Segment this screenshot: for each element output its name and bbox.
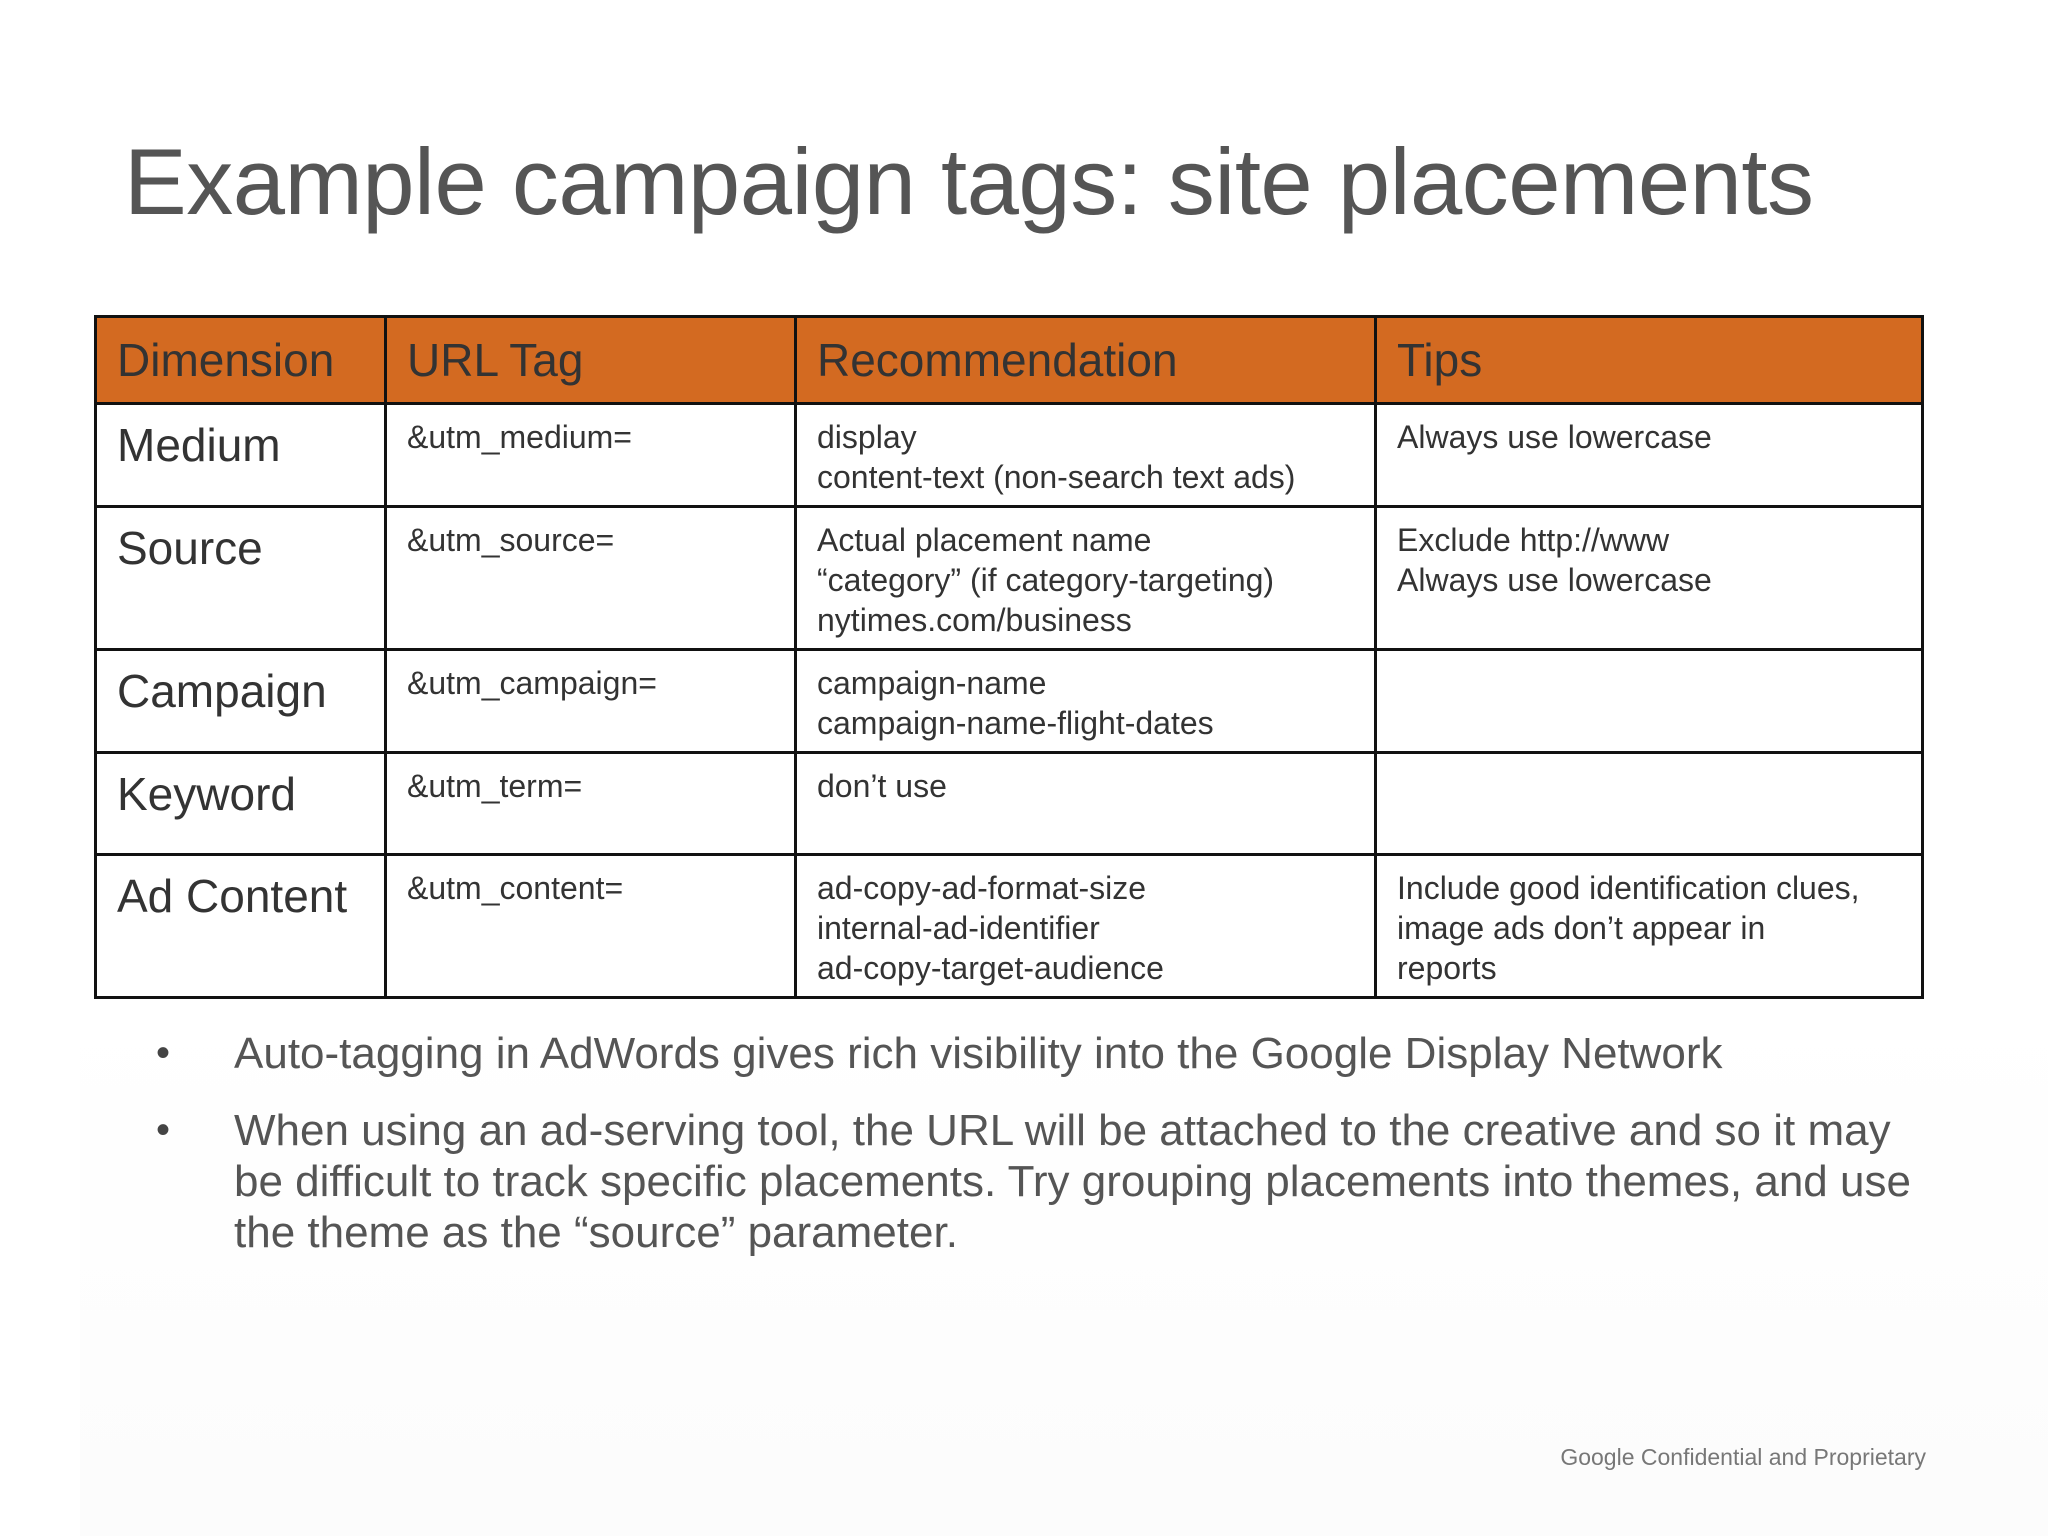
- tips-line: Include good identification clues,: [1397, 870, 1860, 906]
- confidential-footer: Google Confidential and Proprietary: [1560, 1444, 1926, 1470]
- header-tips: Tips: [1376, 317, 1923, 404]
- tips-cell: [1376, 753, 1923, 855]
- recommendation-line: internal-ad-identifier: [817, 910, 1100, 946]
- url-tag-cell: &utm_term=: [386, 753, 796, 855]
- url-tag-cell: &utm_campaign=: [386, 650, 796, 753]
- bullet-item: [150, 1105, 1950, 1258]
- recommendation-line: campaign-name-flight-dates: [817, 705, 1214, 741]
- recommendation-cell: [796, 404, 1376, 507]
- table-row-ad-content: [96, 855, 1923, 998]
- table-row-campaign: [96, 650, 1923, 753]
- recommendation-line: don’t use: [817, 768, 947, 804]
- dimension-cell: Keyword: [96, 753, 386, 855]
- bullet-item: [150, 1028, 1950, 1079]
- bullet-list: [150, 1028, 1950, 1284]
- recommendation-line: nytimes.com/business: [817, 602, 1132, 638]
- tips-line: Always use lowercase: [1397, 419, 1712, 455]
- slide-title: Example campaign tags: site placements: [124, 129, 1814, 234]
- recommendation-line: display: [817, 419, 917, 455]
- recommendation-line: content-text (non-search text ads): [817, 459, 1296, 495]
- bullet-text: When using an ad-serving tool, the URL will be attached to the creative and so it may be difficult to track specific placements. Try grouping placements into themes, and use the theme as the “source” parameter.: [234, 1106, 1911, 1257]
- campaign-tags-table: [94, 315, 1924, 999]
- bullet-dot-icon: •: [156, 1031, 171, 1075]
- recommendation-cell: [796, 753, 1376, 855]
- recommendation-cell: [796, 650, 1376, 753]
- table-row-source: [96, 507, 1923, 650]
- url-tag-cell: &utm_medium=: [386, 404, 796, 507]
- recommendation-line: “category” (if category-targeting): [817, 562, 1275, 598]
- recommendation-cell: [796, 507, 1376, 650]
- tips-line: Always use lowercase: [1397, 562, 1712, 598]
- url-tag-cell: &utm_content=: [386, 855, 796, 998]
- recommendation-line: campaign-name: [817, 665, 1047, 701]
- bullet-dot-icon: •: [156, 1108, 171, 1152]
- dimension-cell: Source: [96, 507, 386, 650]
- recommendation-line: ad-copy-target-audience: [817, 950, 1164, 986]
- dimension-cell: Medium: [96, 404, 386, 507]
- dimension-cell: Campaign: [96, 650, 386, 753]
- tips-line: Exclude http://www: [1397, 522, 1670, 558]
- tips-line: image ads don’t appear in: [1397, 910, 1766, 946]
- tips-line: reports: [1397, 950, 1497, 986]
- bullet-text: Auto-tagging in AdWords gives rich visibility into the Google Display Network: [234, 1029, 1723, 1078]
- tips-cell: [1376, 507, 1923, 650]
- table-header-row: [96, 317, 1923, 404]
- header-recommendation: Recommendation: [796, 317, 1376, 404]
- header-dimension: Dimension: [96, 317, 386, 404]
- header-url-tag: URL Tag: [386, 317, 796, 404]
- tips-cell: [1376, 855, 1923, 998]
- tips-cell: [1376, 650, 1923, 753]
- tips-cell: [1376, 404, 1923, 507]
- recommendation-line: ad-copy-ad-format-size: [817, 870, 1146, 906]
- recommendation-line: Actual placement name: [817, 522, 1152, 558]
- url-tag-cell: &utm_source=: [386, 507, 796, 650]
- table-row-keyword: [96, 753, 1923, 855]
- table-row-medium: [96, 404, 1923, 507]
- recommendation-cell: [796, 855, 1376, 998]
- dimension-cell: Ad Content: [96, 855, 386, 998]
